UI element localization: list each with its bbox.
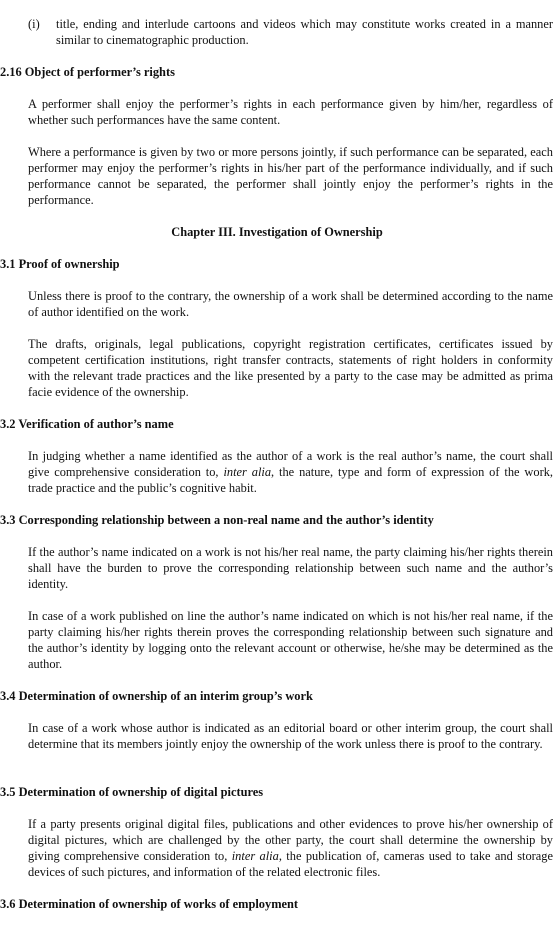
paragraph: Where a performance is given by two or more persons jointly, if such performance can be separated, each performer may enjoy the performer’s rights in his/her part of the performance individually, and if such performance cannot be separated, the performer shall jointly enjoy the performer’s rights in the performance. (28, 145, 553, 207)
section-heading-3-5: 3.5 Determination of ownership of digital pictures (0, 785, 264, 799)
section-heading-3-4: 3.4 Determination of ownership of an interim group’s work (0, 689, 313, 703)
section-heading-3-2: 3.2 Verification of author’s name (0, 417, 174, 431)
paragraph (28, 816, 553, 880)
list-item-text: title, ending and interlude cartoons and videos which may constitute works created in a manner similar to cinematographic production. (56, 17, 553, 47)
section-heading-3-1: 3.1 Proof of ownership (0, 257, 120, 271)
paragraph: A performer shall enjoy the performer’s rights in each performance given by him/her, regardless of whether such performances have the same content. (28, 97, 553, 127)
text-run: , the publication of, cameras used to take and storage devices of such pictures, and information of the related electronic files. (28, 849, 553, 879)
italic-term: inter alia (223, 465, 272, 479)
list-marker: (i) (28, 17, 40, 31)
text-run: If a party presents original digital files, publications and other evidences to prove his/her ownership of digital pictures, which are challenged by the other party, the court shall determine the ownership by giving comprehensive consideration to, (28, 817, 553, 863)
italic-term: inter alia (231, 849, 279, 863)
paragraph (28, 448, 553, 496)
section-heading-2-16: 2.16 Object of performer’s rights (0, 65, 175, 79)
chapter-title: Chapter III. Investigation of Ownership (171, 225, 383, 239)
paragraph: Unless there is proof to the contrary, the ownership of a work shall be determined according to the name of author identified on the work. (28, 289, 553, 319)
section-heading-3-3: 3.3 Corresponding relationship between a non-real name and the author’s identity (0, 513, 434, 527)
paragraph: The drafts, originals, legal publications, copyright registration certificates, certificates issued by competent certification institutions, right transfer contracts, statements of right holders in conformity with the relevant trade practices and the like presented by a party to the case may be admitted as prima facie evidence of the ownership. (28, 337, 553, 399)
paragraph: In case of a work whose author is indicated as an editorial board or other interim group, the court shall determine that its members jointly enjoy the ownership of the work unless there is proof to the contrary. (28, 721, 553, 751)
text-run: In judging whether a name identified as the author of a work is the real author’s name, the court shall give comprehensive consideration to, (28, 449, 553, 479)
section-heading-3-6: 3.6 Determination of ownership of works of employment (0, 897, 299, 911)
paragraph: In case of a work published on line the author’s name indicated on which is not his/her real name, if the party claiming his/her rights therein proves the corresponding relationship between such signature and the author’s identity by logging onto the relevant account or otherwise, he/she may be determined as the author. (28, 609, 553, 671)
paragraph: If the author’s name indicated on a work is not his/her real name, the party claiming his/her rights therein shall have the burden to prove the corresponding relationship between such name and the author’s identity. (28, 545, 553, 591)
text-run: , the nature, type and form of expression of the work, trade practice and the public’s cognitive habit. (28, 465, 553, 495)
